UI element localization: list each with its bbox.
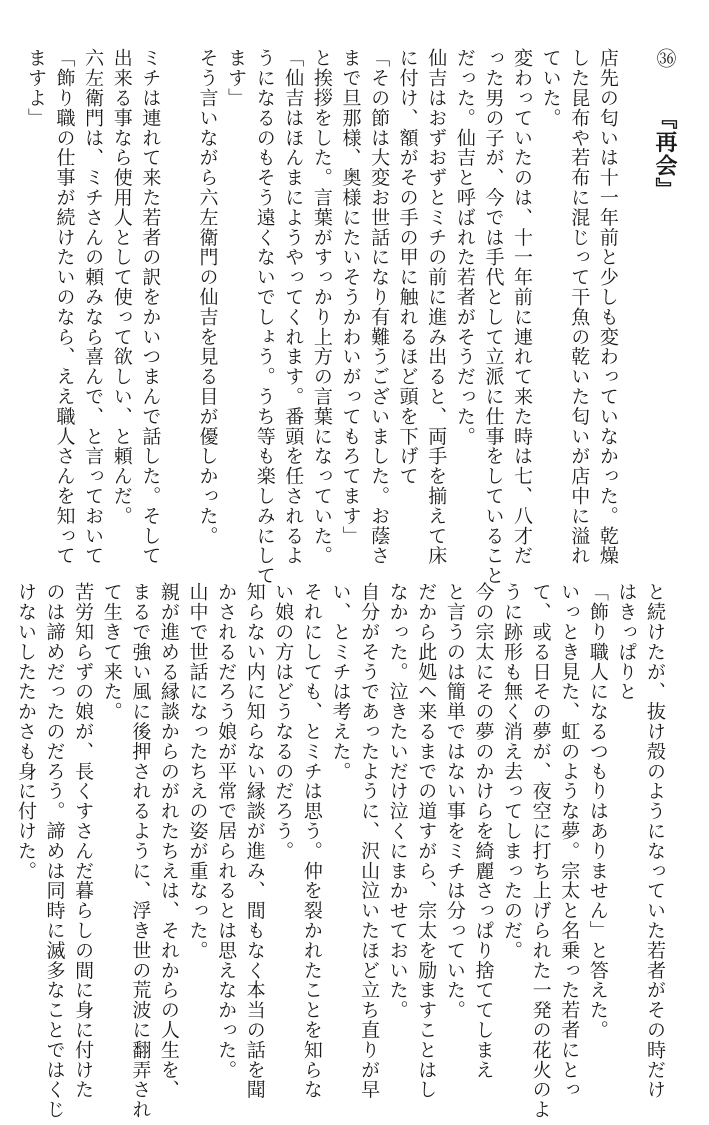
text-line: ます」: [225, 48, 248, 108]
text-line: まで旦那様、奥様にたいそうかわいがってもろてます」: [339, 48, 362, 546]
chapter-number: ㊱: [653, 48, 677, 69]
text-line: した昆布や若布に混じって干魚の乾いた匂いが店中に溢れ: [568, 48, 591, 566]
text-line: 出来る事なら使用人として使って欲しい、と頼んだ。: [110, 48, 133, 526]
text-line: と挨拶をした。言葉がすっかり上方の言葉になっていた。: [310, 48, 333, 566]
text-line: うになるのもそう遠くないでしょう。うち等も楽しみにして: [253, 48, 276, 586]
text-line: 「飾り職人になるつもりはありません」と答えた。: [586, 582, 609, 1040]
text-line: 「その節は大変お世話になり有難うございました。お蔭さ: [368, 48, 391, 566]
text-line: 今の宗太にその夢のかけらを綺麗さっぱり捨ててしまえ: [472, 582, 495, 1080]
lower-text-block: [14, 582, 669, 1120]
text-line: なかった。泣きたいだけ泣くにまかせておいた。: [386, 582, 409, 1020]
text-line: 「仙吉はほんまにようやってくれます。番頭を任されるよ: [282, 48, 305, 566]
text-line: に付け、額がその手の甲に触れるほど頭を下げて: [396, 48, 419, 486]
text-line: 六左衛門は、ミチさんの頼みなら喜んで、と言っておいて: [82, 48, 105, 566]
text-line: だった。仙吉と呼ばれた若者がそうだった。: [453, 48, 476, 446]
text-line: い娘の方はどうなるのだろう。: [272, 582, 295, 861]
text-line: のは諦めだったのだろう。諦めは同時に滅多なことではくじ: [43, 582, 66, 1120]
text-line: うに跡形も無く消え去ってしまったのだ。: [501, 582, 524, 961]
text-line: と言うのは簡単ではない事をミチは分っていた。: [443, 582, 466, 1020]
text-line: 仙吉はおずおずとミチの前に進み出ると、両手を揃えて床: [425, 48, 448, 566]
text-line: そう言いながら六左衛門の仙吉を見る目が優しかった。: [196, 48, 219, 546]
blank-line: [164, 48, 193, 543]
lower-paragraphs: [11, 582, 669, 1120]
text-line: 自分がそうであったように、沢山泣いたほど立ち直りが早: [358, 582, 381, 1100]
text-line: いっとき見た、虹のような夢。宗太と名乗った若者にとっ: [558, 582, 581, 1100]
text-line: それにしても、とミチは思う。仲を裂かれたことを知らな: [300, 582, 323, 1100]
text-line: はきっぱりと: [615, 582, 638, 702]
text-line: て、或る日その夢が、夜空に打ち上げられた一発の花火のよ: [529, 582, 552, 1120]
heading-gap: [622, 48, 651, 543]
text-line: て生きて来た。: [100, 582, 123, 722]
text-line: 親が進める縁談からのがれたちえは、それからの人生を、: [157, 582, 180, 1100]
text-line: 店先の匂いは十一年前と少しも変わっていなかった。乾燥: [596, 48, 619, 566]
text-line: まるで強い風に後押されるように、浮き世の荒波に翻弄され: [129, 582, 152, 1120]
text-line: けないしたたかさも身に付けた。: [14, 582, 37, 881]
text-line: ミチは連れて来た若者の訳をかいつまんで話した。そして: [139, 48, 162, 566]
text-line: 山中で世話になったちえの姿が重なった。: [186, 582, 209, 961]
text-line: 知らない内に知らない縁談が進み、間もなく本当の話を聞: [243, 582, 266, 1100]
text-line: かされるだろう娘が平常で居られるとは思えなかった。: [215, 582, 238, 1080]
text-line: だから此処へ来るまでの道すがら、宗太を励ますことはし: [415, 582, 438, 1100]
chapter-heading: [650, 48, 679, 543]
text-line: 苦労知らずの娘が、長くすさんだ暮らしの間に身に付けた: [72, 582, 95, 1100]
text-line: 変わっていたのは、十一年前に連れて来た時は七、八才だ: [511, 48, 534, 566]
text-line: 「飾り職の仕事が続けたいのなら、ええ職人さんを知って: [53, 48, 76, 566]
text-line: ますよ」: [24, 48, 47, 128]
text-line: ていた。: [539, 48, 562, 128]
text-line: った男の子が、今では手代として立派に仕事をしていること: [482, 48, 505, 586]
upper-text-block: [24, 48, 679, 586]
upper-paragraphs: [21, 48, 621, 586]
text-line: い、とミチは考えた。: [329, 582, 352, 781]
chapter-title: 『再会』: [652, 106, 678, 201]
text-line: と続けたが、抜け殻のようになっていた若者がその時だけ: [644, 582, 666, 1100]
